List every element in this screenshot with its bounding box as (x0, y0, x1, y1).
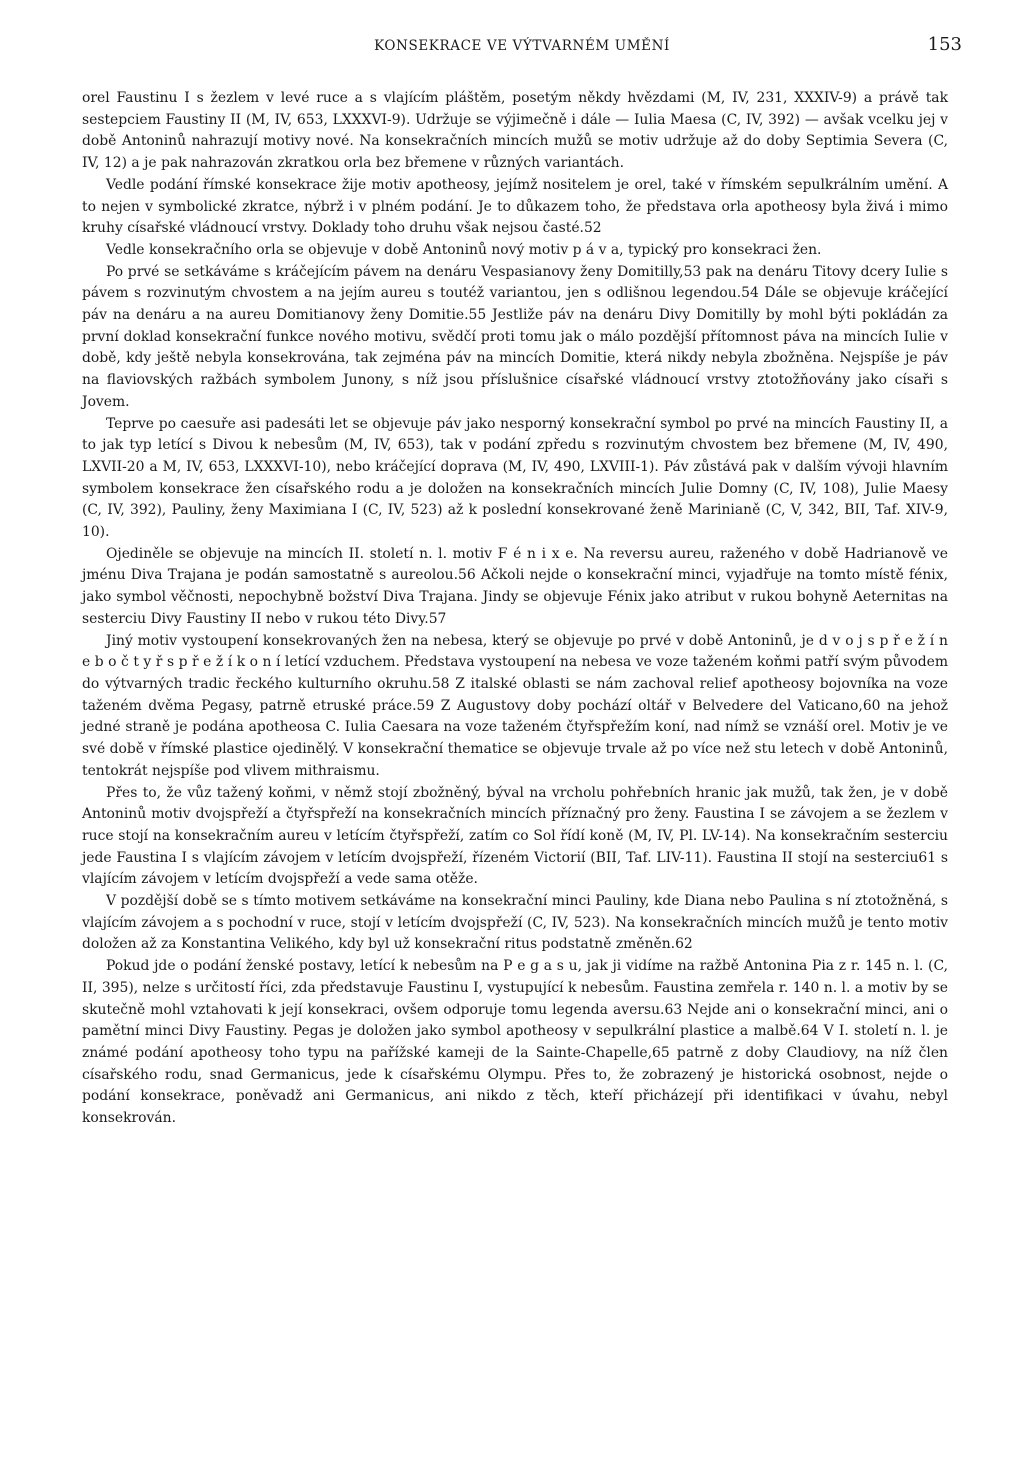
paragraph: Jiný motiv vystoupení konsekrovaných žen na nebesa, který se objevuje po prvé v době Antoninů, je d v o j s p ř e ž í n e b o č t y ř s p ř e ž í k o n í letící vzduchem. Představa vystoupení na nebesa ve voze taženém koňmi patří svým původem do výtvarných tradic řeckého kulturního okruhu.58 Z italské oblasti se nám zachoval relief apotheosy bojovníka na voze taženém dvěma Pegasy, patrně etruské práce.59 Z Augustovy doby pochází oltář v Belvedere del Vaticano,60 na jehož jedné straně je podána apotheosa C. Iulia Caesara na voze taženém čtyřspřežím koní, nad nímž se vznáší orel. Motiv je ve své době v římské plastice ojedinělý. V konsekrační thematice se objevuje trvale až po více než stu letech v době Antoninů, tentokrát nejspíše pod vlivem mithraismu. (82, 632, 948, 779)
page-number: 153 (927, 34, 962, 55)
paragraph: Ojediněle se objevuje na mincích II. století n. l. motiv F é n i x e. Na reversu aureu, raženého v době Hadrianově ve jménu Diva Trajana je podán samostatně s aureolou.56 Ačkoli nejde o konsekrační minci, vyjadřuje na tomto místě fénix, jako symbol věčnosti, nepochybně božství Diva Trajana. Jindy se objevuje Fénix jako atribut v rukou bohyně Aeternitas na sesterciu Divy Faustiny II nebo v rukou této Divy.57 (82, 545, 948, 627)
paragraph: Vedle konsekračního orla se objevuje v době Antoninů nový motiv p á v a, typický pro konsekraci žen. (106, 241, 822, 258)
paragraph: Pokud jde o podání ženské postavy, letící k nebesům na P e g a s u, jak ji vidíme na ražbě Antonina Pia z r. 145 n. l. (C, II, 395), nelze s určitostí říci, zda představuje Faustinu I, vystupující k nebesům. Faustina zemřela r. 140 n. l. a motiv by se skutečně mohl vztahovati k její konsekraci, ovšem odporuje tomu legenda aversu.63 Nejde ani o konsekrační minci, ani o pamětní minci Divy Faustiny. Pegas je doložen jako symbol apotheosy v sepulkrální plastice a malbě.64 V I. století n. l. je známé podání apotheosy toho typu na pařížské kameji de la Sainte-Chapelle,65 patrně z doby Claudiovy, na níž člen císařského rodu, snad Germanicus, jede k císařskému Olympu. Přes to, že zobrazený je historická osobnost, nejde o podání konsekrace, poněvadž ani Germanicus, ani nikdo z těch, kteří přicházejí při identifikaci v úvahu, nebyl konsekrován. (82, 958, 948, 1127)
body-text (82, 88, 948, 1130)
paragraph: Po prvé se setkáváme s kráčejícím pávem na denáru Vespasianovy ženy Domitilly,53 pak na denáru Titovy dcery Iulie s pávem s rozvinutým chvostem a na jejím aureu s toutéž variantou, jen s odlišnou legendou.54 Dále se objevuje kráčející páv na denáru a na aureu Domitianovy ženy Domitie.55 Jestliže páv na denáru Divy Domitilly by mohl býti pokládán za první doklad konsekrační funkce nového motivu, svědčí proti tomu jak o málo pozdější přítomnost páva na mincích Iulie v době, kdy ještě nebyla konsekrována, tak zejména páv na mincích Domitie, která nikdy nebyla zbožněna. Nejspíše je páv na flaviovských ražbách symbolem Junony, s níž jsou příslušnice císařské vládnoucí vrstvy ztotožňovány jako císaři s Jovem. (82, 263, 948, 410)
paragraph: Přes to, že vůz tažený koňmi, v němž stojí zbožněný, býval na vrcholu pohřebních hranic jak mužů, tak žen, je v době Antoninů motiv dvojspřeží a čtyřspřeží na konsekračních mincích příznačný pro ženy. Faustina I se závojem a se žezlem v ruce stojí na konsekračním aureu v letícím čtyřspřeží, zatím co Sol řídí koně (M, IV, Pl. LV-14). Na konsekračním sesterciu jede Faustina I s vlajícím závojem v letícím dvojspřeží, řízeném Victorií (BII, Taf. LIV-11). Faustina II stojí na sesterciu61 s vlajícím závojem v letícím dvojspřeží a vede sama otěže. (82, 784, 948, 888)
paragraph: V pozdější době se s tímto motivem setkáváme na konsekrační minci Pauliny, kde Diana nebo Paulina s ní ztotožněná, s vlajícím závojem a s pochodní v ruce, stojí v letícím dvojspřeží (C, IV, 523). Na konsekračních mincích mužů je tento motiv doložen až za Konstantina Velikého, kdy byl už konsekrační ritus podstatně změněn.62 (82, 893, 948, 953)
paragraph: Teprve po caesuře asi padesáti let se objevuje páv jako nesporný konsekrační symbol po prvé na mincích Faustiny II, a to jak typ letící s Divou k nebesům (M, IV, 653), tak v podání zpředu s rozvinutým chvostem bez břemene (M, IV, 490, LXVII-20 a M, IV, 653, LXXXVI-10), nebo kráčející doprava (M, IV, 490, LXVIII-1). Páv zůstává pak v dalším vývoji hlavním symbolem konsekrace žen císařského rodu a je doložen na konsekračních mincích Julie Domny (C, IV, 108), Julie Maesy (C, IV, 392), Pauliny, ženy Maximiana I (C, IV, 523) až k poslední konsekrované ženě Marinianě (C, V, 342, BII, Taf. XIV-9, 10). (82, 415, 948, 541)
running-title: KONSEKRACE VE VÝTVARNÉM UMĚNÍ (374, 38, 670, 54)
running-head (82, 34, 962, 62)
paragraph: Vedle podání římské konsekrace žije motiv apotheosy, jejímž nositelem je orel, také v římském sepulkrálním umění. A to nejen v symbolické zkratce, nýbrž i v plném podání. Je to důkazem toho, že představa orla apotheosy byla živá i mimo kruhy císařské vládnoucí vrstvy. Doklady toho druhu však nejsou časté.52 (82, 176, 948, 237)
paragraph: orel Faustinu I s žezlem v levé ruce a s vlajícím pláštěm, posetým někdy hvězdami (M, IV, 231, XXXIV-9) a právě tak sestерciem Faustiny II (M, IV, 653, LXXXVI-9). Udržuje se výjimečně i dále — Iulia Maesa (C, IV, 392) — avšak vcelku jej v době Antoninů nahrazují motivy nové. Na konsekračních mincích mužů se motiv udržuje až do doby Septimia Severa (C, IV, 12) a je pak nahrazován zkratkou orla bez břemene v různých variantách. (82, 90, 948, 172)
